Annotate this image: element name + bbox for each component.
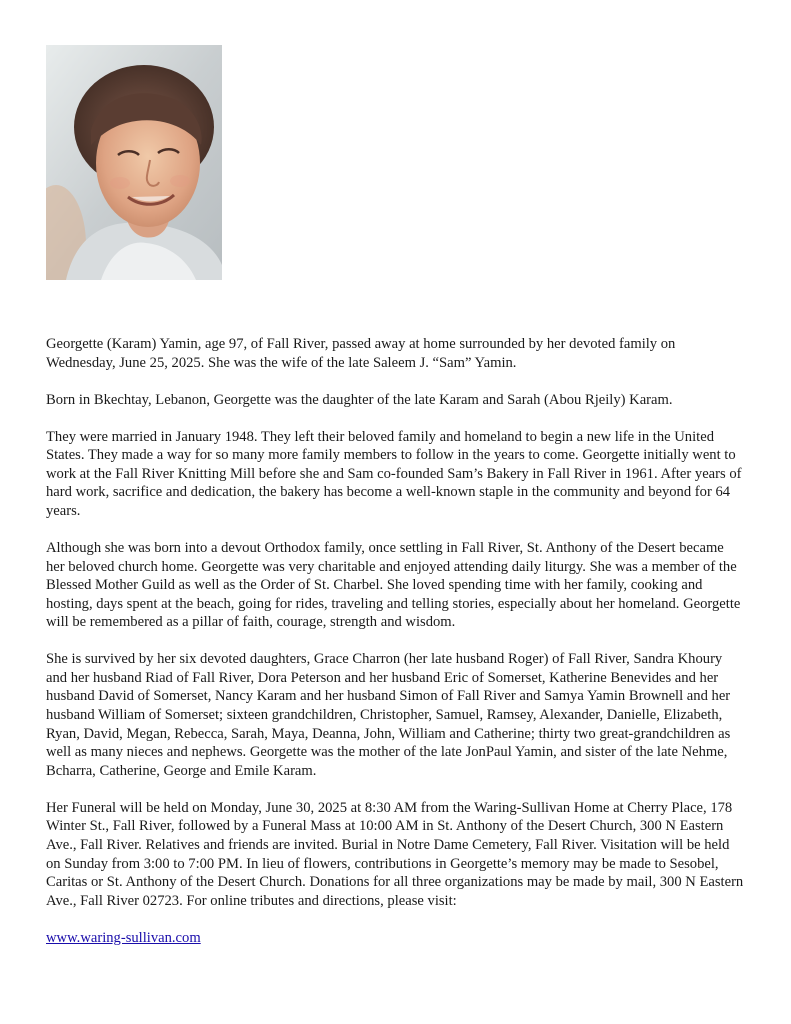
obituary-text (46, 335, 746, 966)
obituary-paragraph-faith: Although she was born into a devout Orthodox family, once settling in Fall River, St. Anthony of the Desert became her beloved church home. Georgette was very charitable and enjoyed attending daily liturgy. She was a member of the Blessed Mother Guild as well as the Order of St. Charbel. She loved spending time with her family, cooking and hosting, days spent at the beach, going for rides, traveling and telling stories, especially about her homeland. Georgette will be remembered as a pillar of faith, courage, strength and wisdom. (46, 539, 741, 631)
obituary-paragraph-funeral: Her Funeral will be held on Monday, June 30, 2025 at 8:30 AM from the Waring-Sullivan Home at Cherry Place, 178 Winter St., Fall River, followed by a Funeral Mass at 10:00 AM in St. Anthony of the Desert Church, 300 N Eastern Ave., Fall River. Relatives and friends are invited. Burial in Notre Dame Cemetery, Fall River. Visitation will be held on Sunday from 3:00 to 7:00 PM. In lieu of flowers, contributions in Georgette’s memory may be made to Sesobel, Caritas or St. Anthony of the Desert Church. Donations for all three organizations may be made by mail, 300 N Eastern Ave., Fall River 02723. For online tributes and directions, please visit: (46, 799, 744, 909)
obituary-paragraph-intro: Georgette (Karam) Yamin, age 97, of Fall River, passed away at home surrounded by her devoted family on Wednesday, June 25, 2025. She was the wife of the late Saleem J. “Sam” Yamin. (46, 336, 676, 371)
website-link[interactable]: www.waring-sullivan.com (46, 929, 201, 946)
obituary-paragraph-survivors: She is survived by her six devoted daughters, Grace Charron (her late husband Roger) of Fall River, Sandra Khoury and her husband Riad of Fall River, Dora Peterson and her husband Eric of Somerset, Katherine Benevides and her husband David of Somerset, Nancy Karam and her husband Simon of Fall River and Samya Yamin Brownell and her husband William of Somerset; sixteen grandchildren, Christopher, Samuel, Ramsey, Alexander, Danielle, Elizabeth, Ryan, David, Megan, Rebecca, Sarah, Maya, Deanna, John, William and Catherine; thirty two great-grandchildren as well as many nieces and nephews. Georgette was the mother of the late JonPaul Yamin, and sister of the late Nehme, Bcharra, Catherine, George and Emile Karam. (46, 651, 731, 779)
website-link-line (46, 929, 746, 948)
obituary-paragraph-birth: Born in Bkechtay, Lebanon, Georgette was the daughter of the late Karam and Sarah (Abou Rjeily) Karam. (46, 391, 673, 408)
portrait-photo (46, 45, 222, 280)
obituary-paragraph-marriage: They were married in January 1948. They left their beloved family and homeland to begin a new life in the United States. They made a way for so many more family members to follow in the years to come. Georgette initially went to work at the Fall River Knitting Mill before she and Sam co-founded Sam’s Bakery in Fall River in 1961. After years of hard work, sacrifice and dedication, the bakery has become a well-known staple in the community and beyond for 64 years. (46, 428, 742, 519)
